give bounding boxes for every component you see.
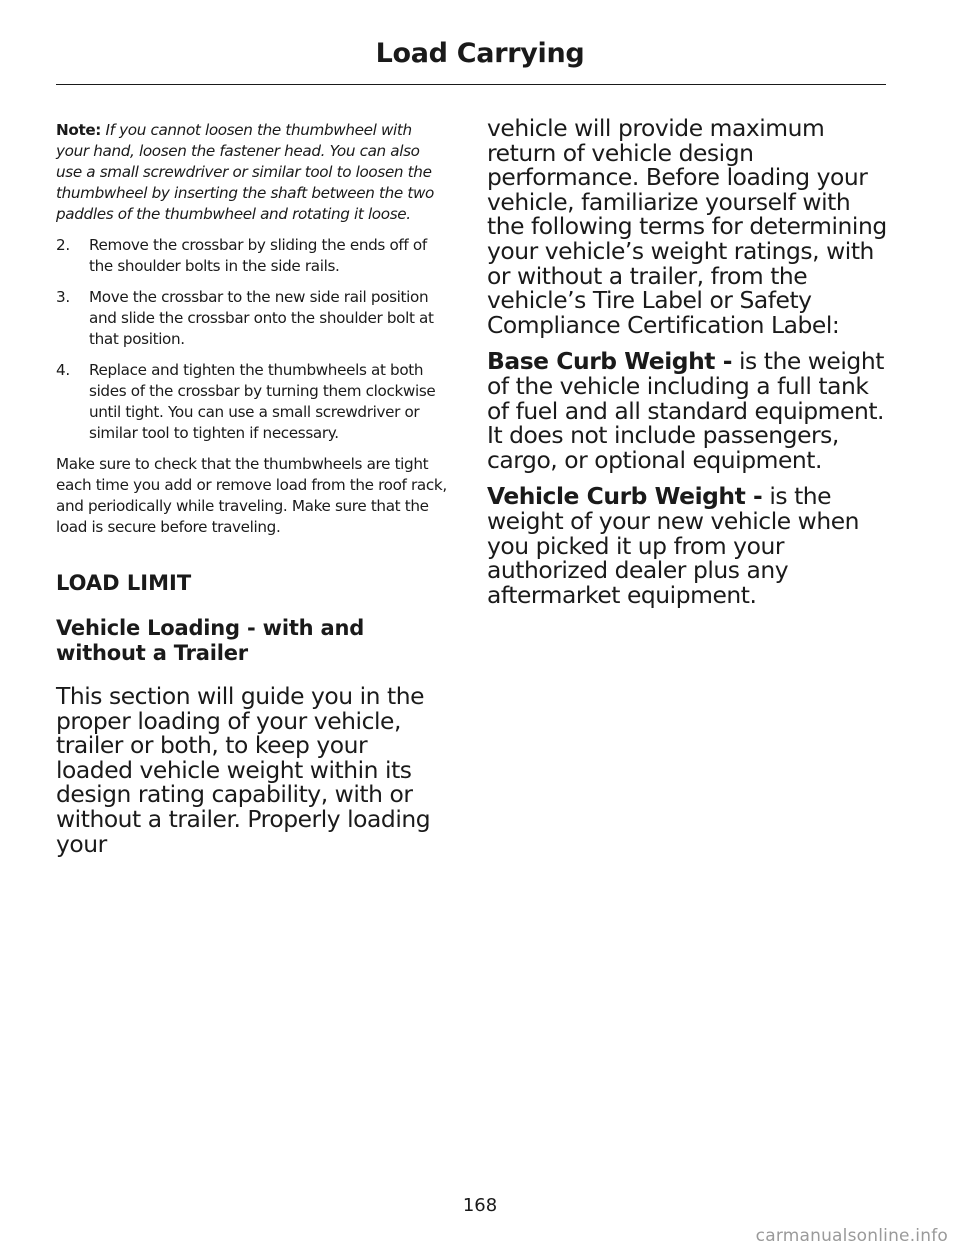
definition-text: is the weight of your new vehicle when you picked it up from your authorized dealer plus any aftermarket equipment. — [487, 482, 860, 609]
sub-heading: Vehicle Loading - with and without a Trailer — [56, 616, 365, 665]
continuation-paragraph: vehicle will provide maximum return of vehicle design performance. Before loading your vehicle, familiarize yourself with the following terms for determining your vehicle’s weight ratings, with or without a trailer, from the vehicle’s Tire Label or Safety Compliance Certification Label: — [487, 114, 887, 339]
step-number: 2. — [56, 236, 70, 254]
definition-term: Vehicle Curb Weight - — [487, 482, 763, 511]
left-column — [56, 120, 448, 856]
watermark-text: carmanualsonline.info — [755, 1226, 948, 1246]
step-text: Move the crossbar to the new side rail position and slide the crossbar onto the shoulder bolt at that position. — [89, 288, 434, 348]
list-item — [56, 235, 448, 277]
step-text: Replace and tighten the thumbwheels at both sides of the crossbar by turning them clockwise until tight. You can use a small screwdriver or similar tool to tighten if necessary. — [89, 361, 436, 442]
definition-text: is the weight of the vehicle including a full tank of fuel and all standard equipment. It does not include passengers, cargo, or optional equipment. — [487, 347, 885, 474]
note-text: If you cannot loosen the thumbwheel with your hand, loosen the fastener head. You can also use a small screwdriver or similar tool to loosen the thumbwheel by inserting the shaft between the two paddles of the thumbwheel and rotating it loose. — [56, 121, 434, 223]
page-number: 168 — [462, 1195, 498, 1216]
list-item — [56, 360, 448, 444]
note-paragraph — [56, 120, 448, 225]
intro-paragraph: This section will guide you in the proper loading of your vehicle, trailer or both, to keep your loaded vehicle weight within its design rating capability, with or without a trailer. Properly loading your — [56, 682, 431, 858]
step-text: Remove the crossbar by sliding the ends off of the shoulder bolts in the side rails. — [89, 236, 427, 275]
step-number: 4. — [56, 361, 70, 379]
definition-paragraph — [487, 484, 887, 607]
page-title: Load Carrying — [375, 38, 585, 69]
list-item — [56, 287, 448, 350]
steps-list — [56, 235, 448, 444]
section-heading: LOAD LIMIT — [56, 571, 192, 595]
check-paragraph: Make sure to check that the thumbwheels are tight each time you add or remove load from the roof rack, and periodically while traveling. Make sure that the load is secure before traveling. — [56, 455, 447, 536]
note-label: Note: — [56, 121, 102, 139]
header-divider — [56, 84, 886, 85]
step-number: 3. — [56, 288, 70, 306]
definition-term: Base Curb Weight - — [487, 347, 732, 376]
definition-paragraph — [487, 349, 887, 472]
right-column — [487, 116, 887, 619]
